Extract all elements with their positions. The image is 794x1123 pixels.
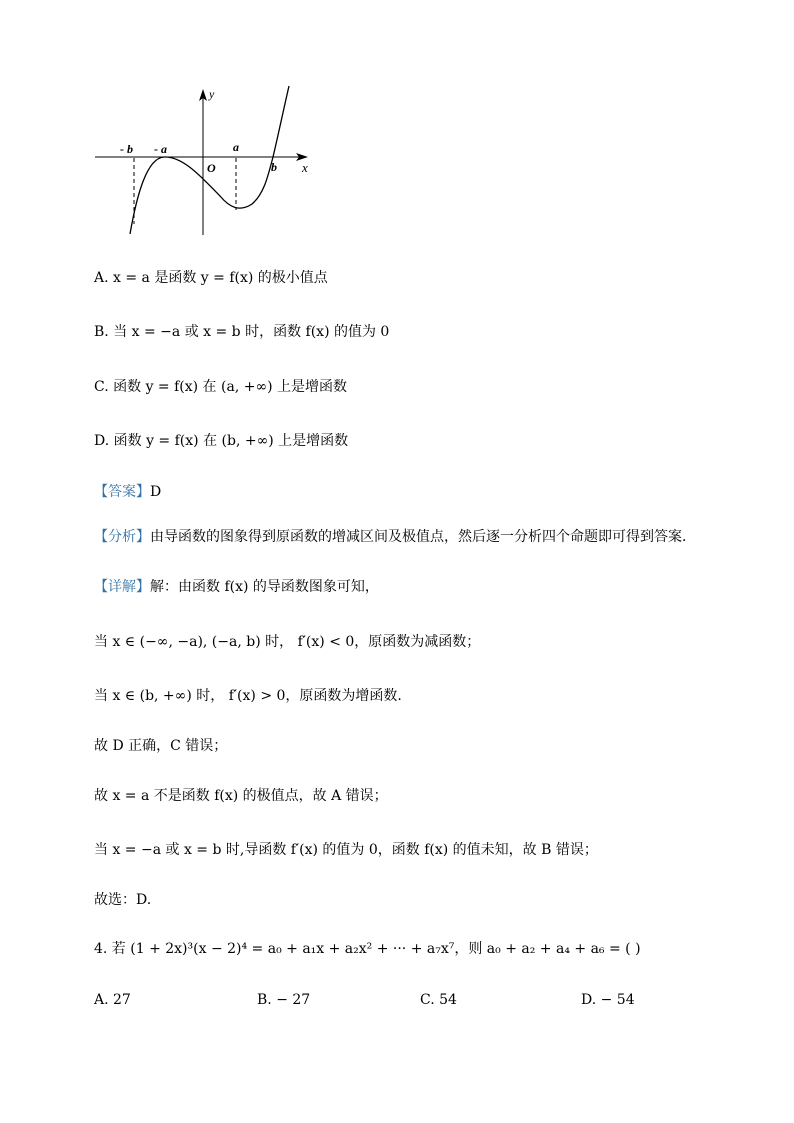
solution-line: 当 x ∈ (−∞, −a), (−a, b) 时， f′(x) < 0，原函数为减函数；: [94, 634, 481, 650]
derivative-curve: [130, 86, 289, 234]
detail-tag: 【详解】: [94, 579, 150, 595]
answer-tag: 【答案】: [94, 484, 150, 500]
x-axis-label: x: [302, 160, 308, 175]
detail-line: [94, 577, 379, 597]
solution-line: 故选：D.: [94, 892, 152, 908]
question-4-choice: B. − 27: [257, 992, 311, 1008]
analysis-tag: 【分析】: [94, 529, 150, 545]
tick-label-neg-b: - b: [120, 142, 133, 156]
option-c: C. 函数 y = f(x) 在 (a, +∞) 上是增函数: [94, 379, 348, 395]
solution-line: 故 x = a 不是函数 f(x) 的极值点，故 A 错误；: [94, 788, 388, 804]
solution-line: 故 D 正确，C 错误；: [94, 738, 228, 754]
tick-label-neg-a: - a: [154, 142, 167, 156]
solution-line: 当 x ∈ (b, +∞) 时， f′(x) > 0，原函数为增函数.: [94, 688, 402, 704]
question-4-choice: D. − 54: [581, 992, 635, 1008]
analysis-line: [94, 527, 696, 547]
option-a: A. x = a 是函数 y = f(x) 的极小值点: [94, 270, 328, 286]
answer-text: D: [150, 484, 162, 500]
question-4-choice: A. 27: [94, 992, 131, 1008]
answer-line: [94, 482, 161, 502]
tick-label-b: b: [271, 160, 277, 174]
derivative-graph: [92, 84, 322, 244]
question-4-choice: C. 54: [420, 992, 457, 1008]
analysis-text: 由导函数的图象得到原函数的增减区间及极值点，然后逐一分析四个命题即可得到答案．: [150, 529, 696, 545]
origin-label: O: [207, 161, 216, 175]
y-axis-label: y: [209, 87, 215, 101]
detail-text: 解：由函数 f(x) 的导函数图象可知，: [150, 579, 379, 595]
solution-line: 当 x = −a 或 x = b 时,导函数 f′(x) 的值为 0，函数 f(x) 的值未知，故 B 错误；: [94, 842, 598, 858]
option-d: D. 函数 y = f(x) 在 (b, +∞) 上是增函数: [94, 433, 349, 449]
question-4-stem: 4. 若 (1 + 2x)³(x − 2)⁴ = a₀ + a₁x + a₂x² + ··· + a₇x⁷，则 a₀ + a₂ + a₄ + a₆ = ( ): [94, 941, 641, 957]
option-b: B. 当 x = −a 或 x = b 时，函数 f(x) 的值为 0: [94, 324, 390, 340]
tick-label-a: a: [233, 140, 239, 154]
